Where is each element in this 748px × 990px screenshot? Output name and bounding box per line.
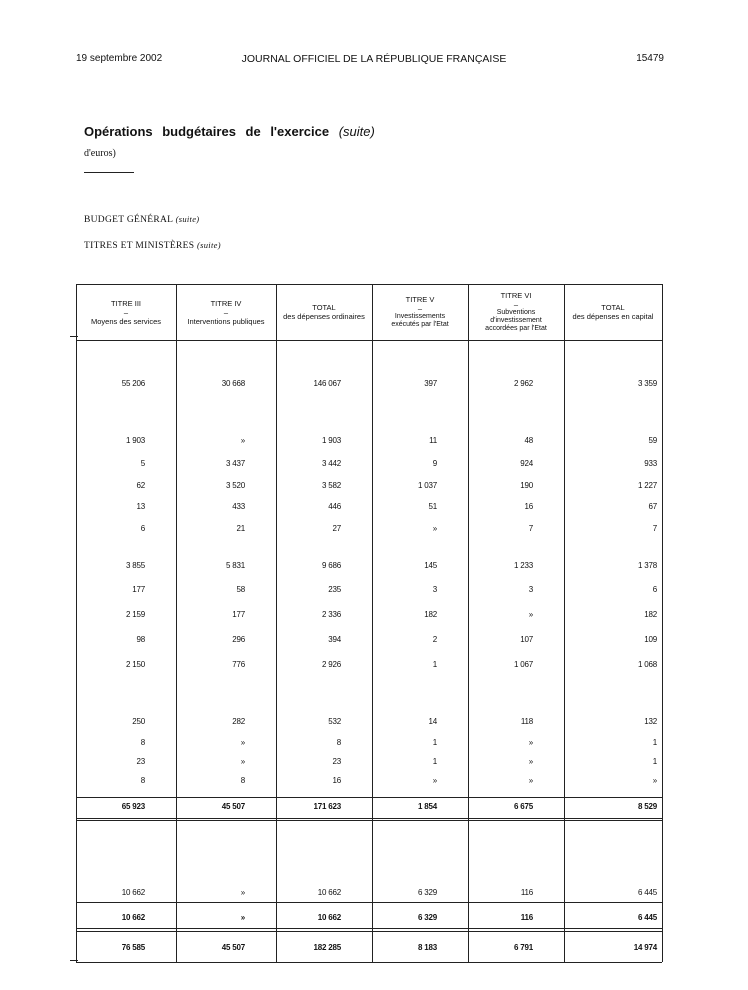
table-cell: »	[240, 738, 245, 747]
header-journal-title: JOURNAL OFFICIEL DE LA RÉPUBLIQUE FRANÇAISE	[241, 53, 507, 65]
table-cell: 433	[232, 502, 245, 511]
table-cell: 5	[140, 459, 145, 468]
table-cell: 23	[332, 757, 341, 766]
table-cell: 1 378	[637, 561, 657, 570]
table-cell: 1	[432, 757, 437, 766]
table-cell: 3	[528, 585, 533, 594]
table-cell: 6 445	[637, 888, 657, 897]
table-cell: 182	[644, 610, 657, 619]
column-header-line3: Investissements exécutés par l'Etat	[391, 313, 449, 328]
table-cell: 76 585	[121, 943, 145, 952]
page-title-main: Opérations budgétaires de l'exercice	[84, 124, 330, 139]
section-label: TITRES ET MINISTÈRES	[84, 241, 195, 251]
table-cell: 55 206	[121, 379, 145, 388]
table-cell: 8	[140, 776, 145, 785]
table-cell: 235	[328, 585, 341, 594]
table-cell: 6 445	[637, 913, 657, 922]
table-cell: 16	[524, 502, 533, 511]
table-cell: 107	[520, 635, 533, 644]
table-cell: 5 831	[225, 561, 245, 570]
column-divider	[76, 284, 77, 962]
table-cell: 182 285	[313, 943, 341, 952]
column-header-line3: des dépenses ordinaires	[283, 312, 365, 321]
table-cell: 14	[428, 717, 437, 726]
table-cell: 118	[520, 717, 533, 726]
column-header-line1: TOTAL	[601, 303, 625, 312]
table-cell: 2	[432, 635, 437, 644]
table-cell: »	[240, 888, 245, 897]
table-cell: 2 962	[513, 379, 533, 388]
table-cell: 3	[432, 585, 437, 594]
table-cell: 45 507	[221, 943, 245, 952]
column-header-line3: Subventions d'investissement accordées par l'Etat	[485, 309, 547, 332]
table-cell: 3 520	[225, 481, 245, 490]
table-cell: 10 662	[121, 888, 145, 897]
column-header	[468, 284, 564, 340]
subtotal-top-rule	[76, 797, 662, 798]
table-cell: 2 159	[125, 610, 145, 619]
column-header-line1: TITRE IV	[210, 298, 242, 308]
table-cell: 11	[429, 436, 437, 445]
table-cell: 51	[428, 502, 437, 511]
column-divider	[372, 284, 373, 962]
table-cell: 1 227	[637, 481, 657, 490]
table-cell: 250	[132, 717, 145, 726]
table-cell: 116	[520, 913, 533, 922]
table-cell: »	[528, 610, 533, 619]
section-total-bottom-rule	[76, 928, 662, 929]
column-header	[176, 284, 276, 340]
table-cell: 16	[332, 776, 341, 785]
table-cell: 59	[648, 436, 657, 445]
column-header-line3: Interventions publiques	[187, 316, 265, 326]
table-cell: »	[240, 757, 245, 766]
column-divider	[468, 284, 469, 962]
table-cell: 8	[240, 776, 245, 785]
table-cell: 30 668	[221, 379, 245, 388]
table-cell: 1 037	[417, 481, 437, 490]
column-divider	[276, 284, 277, 962]
table-cell: 446	[328, 502, 341, 511]
table-cell: 45 507	[221, 802, 245, 811]
table-cell: 109	[644, 635, 657, 644]
table-cell: 6 675	[513, 802, 533, 811]
table-cell: 190	[520, 481, 533, 490]
table-cell: »	[528, 776, 533, 785]
grand-total-top-rule	[76, 931, 662, 932]
table-cell: 9 686	[321, 561, 341, 570]
table-cell: 9	[432, 459, 437, 468]
table-cell: 3 582	[321, 481, 341, 490]
section-total-top-rule	[76, 902, 662, 903]
table-cell: »	[528, 738, 533, 747]
table-cell: »	[240, 436, 245, 445]
table-cell: 394	[328, 635, 341, 644]
table-cell: 62	[136, 481, 145, 490]
table-cell: 2 336	[321, 610, 341, 619]
table-cell: 8 183	[417, 943, 437, 952]
column-divider	[176, 284, 177, 962]
margin-tick	[70, 960, 78, 961]
section-label: BUDGET GÉNÉRAL	[84, 215, 173, 225]
section-heading-titres	[84, 240, 221, 251]
short-rule	[84, 172, 134, 173]
table-cell: 8	[140, 738, 145, 747]
header-date: 19 septembre 2002	[76, 53, 163, 64]
table-cell: 282	[232, 717, 245, 726]
subtotal-bottom-rule-double	[76, 820, 662, 821]
table-cell: 1	[432, 660, 437, 669]
table-cell: 171 623	[313, 802, 341, 811]
table-cell: 1 854	[417, 802, 437, 811]
section-suffix: (suite)	[197, 240, 221, 250]
column-header-line1: TITRE V	[405, 295, 435, 304]
column-header-line1: TITRE III	[111, 298, 141, 308]
column-header	[76, 284, 176, 340]
margin-tick	[70, 336, 78, 337]
table-cell: 1 903	[321, 436, 341, 445]
table-cell: 933	[644, 459, 657, 468]
table-cell: 98	[136, 635, 145, 644]
table-cell: 3 437	[225, 459, 245, 468]
table-cell: 2 926	[321, 660, 341, 669]
column-header-line2: –	[513, 300, 519, 309]
table-cell: »	[240, 913, 245, 922]
page-title-suffix: (suite)	[338, 124, 375, 139]
header-page-number: 15479	[636, 53, 664, 64]
table-cell: 132	[644, 717, 657, 726]
column-header-line2: –	[417, 304, 423, 313]
unit-label: d'euros)	[84, 148, 116, 159]
table-cell: 10 662	[317, 888, 341, 897]
table-cell: 6 329	[417, 913, 437, 922]
table-cell: 3 855	[125, 561, 145, 570]
table-cell: »	[432, 524, 437, 533]
table-cell: 532	[328, 717, 341, 726]
subtotal-bottom-rule	[76, 818, 662, 819]
column-header-line2: –	[223, 307, 229, 317]
table-cell: 177	[132, 585, 145, 594]
table-cell: 6 329	[417, 888, 437, 897]
table-cell: 397	[424, 379, 437, 388]
table-cell: 1	[432, 738, 437, 747]
column-header	[372, 284, 468, 340]
table-cell: 6 791	[513, 943, 533, 952]
table-cell: 3 442	[321, 459, 341, 468]
table-cell: 1	[652, 738, 657, 747]
table-cell: 21	[236, 524, 245, 533]
table-cell: 6	[652, 585, 657, 594]
column-divider	[564, 284, 565, 962]
table-cell: 7	[528, 524, 533, 533]
table-cell: 146 067	[313, 379, 341, 388]
table-cell: 58	[236, 585, 245, 594]
table-cell: 8 529	[637, 802, 657, 811]
table-cell: 13	[136, 502, 145, 511]
header-bottom-rule	[76, 340, 662, 341]
column-header-line3: des dépenses en capital	[572, 312, 654, 321]
column-header-line1: TITRE VI	[500, 291, 532, 300]
table-cell: 48	[524, 436, 533, 445]
table-cell: 67	[648, 502, 657, 511]
table-cell: 177	[232, 610, 245, 619]
table-bottom-rule	[76, 962, 662, 963]
section-suffix: (suite)	[175, 214, 200, 224]
table-cell: 296	[232, 635, 245, 644]
table-cell: 10 662	[121, 913, 145, 922]
table-cell: 14 974	[633, 943, 657, 952]
table-cell: 116	[520, 888, 533, 897]
table-cell: 1 233	[513, 561, 533, 570]
column-header-line2: –	[123, 307, 129, 317]
table-cell: 1 067	[513, 660, 533, 669]
table-cell: 1 903	[125, 436, 145, 445]
table-cell: 7	[652, 524, 657, 533]
table-cell: 924	[520, 459, 533, 468]
table-cell: 27	[332, 524, 341, 533]
table-cell: 3 359	[637, 379, 657, 388]
column-header-line1: TOTAL	[312, 303, 336, 312]
table-cell: »	[432, 776, 437, 785]
table-cell: 1 068	[637, 660, 657, 669]
column-header	[564, 284, 662, 340]
table-cell: 8	[336, 738, 341, 747]
table-cell: 776	[232, 660, 245, 669]
table-cell: 182	[424, 610, 437, 619]
section-heading-budget	[84, 214, 199, 225]
table-cell: »	[652, 776, 657, 785]
table-cell: »	[528, 757, 533, 766]
table-cell: 65 923	[121, 802, 145, 811]
budget-table	[76, 284, 663, 962]
table-cell: 23	[136, 757, 145, 766]
column-header	[276, 284, 372, 340]
column-header-line3: Moyens des services	[90, 316, 162, 326]
table-cell: 1	[652, 757, 657, 766]
table-cell: 145	[424, 561, 437, 570]
table-cell: 2 150	[125, 660, 145, 669]
page-title	[84, 124, 375, 139]
table-cell: 6	[140, 524, 145, 533]
table-cell: 10 662	[317, 913, 341, 922]
